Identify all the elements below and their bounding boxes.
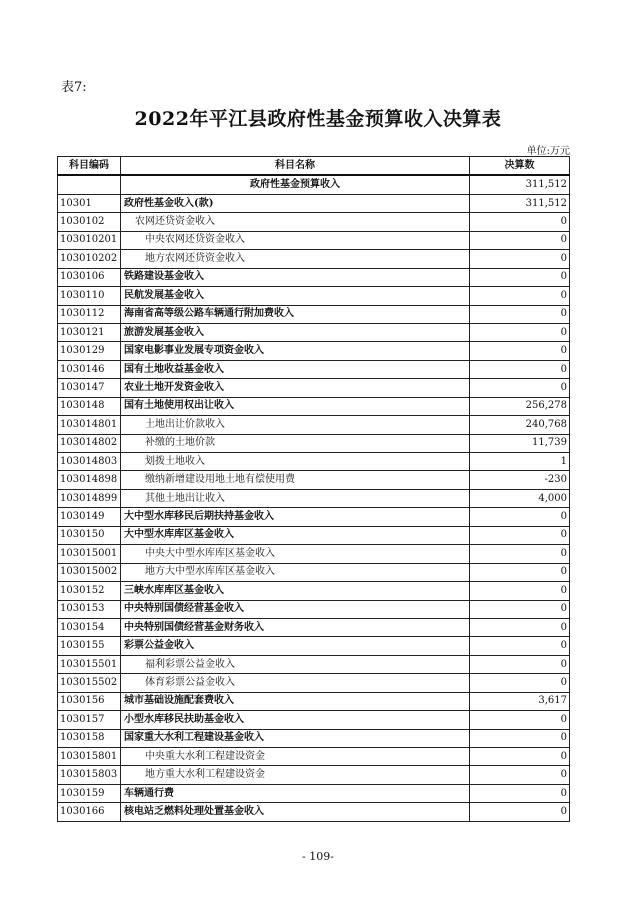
row-name: 旅游发展基金收入 [121,323,470,341]
row-name: 核电站乏燃料处理处置基金收入 [121,803,470,821]
row-amount: 311,512 [470,194,570,212]
row-code: 10301 [58,194,121,212]
row-code: 1030102 [58,213,121,231]
row-code: 103010201 [58,231,121,249]
row-code: 1030157 [58,711,121,729]
row-amount: 0 [470,545,570,563]
table-row [58,434,570,452]
row-code: 1030148 [58,397,121,415]
row-code: 103015501 [58,655,121,673]
row-name: 中央特别国债经营基金财务收入 [121,618,470,636]
unit-note: 单位:万元 [526,146,570,157]
row-name: 农网还贷资金收入 [121,213,470,231]
header-name: 科目名称 [121,157,470,176]
row-amount: 0 [470,305,570,323]
row-amount: 4,000 [470,489,570,507]
row-amount: 0 [470,748,570,766]
row-name: 铁路建设基金收入 [121,268,470,286]
table-row [58,600,570,618]
row-amount: 0 [470,360,570,378]
row-amount: 0 [470,674,570,692]
row-name: 车辆通行费 [121,784,470,802]
row-amount: 256,278 [470,397,570,415]
row-name: 城市基础设施配套费收入 [121,692,470,710]
table-row [58,674,570,692]
table-row [58,323,570,341]
row-name: 三峡水库库区基金收入 [121,582,470,600]
table-row [58,618,570,636]
row-amount: 0 [470,342,570,360]
table-row [58,545,570,563]
table-row [58,287,570,305]
row-code: 1030152 [58,582,121,600]
row-name: 大中型水库移民后期扶持基金收入 [121,508,470,526]
row-code: 1030146 [58,360,121,378]
table-row [58,692,570,710]
row-code: 103014898 [58,471,121,489]
table-row [58,748,570,766]
table-header-row [58,157,570,176]
row-name: 中央大中型水库库区基金收入 [121,545,470,563]
row-name: 补缴的土地价款 [121,434,470,452]
row-code: 1030129 [58,342,121,360]
row-code: 1030106 [58,268,121,286]
row-amount: 0 [470,379,570,397]
row-name: 国家电影事业发展专项资金收入 [121,342,470,360]
row-name: 彩票公益金收入 [121,637,470,655]
row-name: 小型水库移民扶助基金收入 [121,711,470,729]
table-row [58,729,570,747]
table-body [58,175,570,821]
table-row [58,489,570,507]
budget-table [57,156,570,822]
row-code: 1030121 [58,323,121,341]
row-amount: 0 [470,618,570,636]
row-amount: 311,512 [470,175,570,194]
table-row [58,637,570,655]
row-name: 国有土地收益基金收入 [121,360,470,378]
row-amount: 0 [470,803,570,821]
table-label: 表7: [61,80,87,95]
row-code: 1030156 [58,692,121,710]
row-name: 民航发展基金收入 [121,287,470,305]
row-code: 1030110 [58,287,121,305]
row-amount: 0 [470,766,570,784]
table-row [58,305,570,323]
table-row [58,194,570,212]
table-row [58,453,570,471]
table-row [58,803,570,821]
row-amount: 0 [470,287,570,305]
table-row [58,342,570,360]
row-name: 海南省高等级公路车辆通行附加费收入 [121,305,470,323]
row-amount: -230 [470,471,570,489]
row-amount: 0 [470,784,570,802]
row-name: 地方大中型水库库区基金收入 [121,563,470,581]
row-name: 中央特别国债经营基金收入 [121,600,470,618]
row-code: 1030155 [58,637,121,655]
table-row [58,379,570,397]
table-row [58,582,570,600]
table-row [58,655,570,673]
row-name: 地方农网还贷资金收入 [121,250,470,268]
row-code: 1030166 [58,803,121,821]
row-code: 103014899 [58,489,121,507]
row-code: 1030150 [58,526,121,544]
row-amount: 0 [470,323,570,341]
table-row [58,397,570,415]
row-code: 1030153 [58,600,121,618]
row-code: 103014803 [58,453,121,471]
row-amount: 0 [470,268,570,286]
row-code: 1030154 [58,618,121,636]
row-name: 中央农网还贷资金收入 [121,231,470,249]
row-name: 大中型水库库区基金收入 [121,526,470,544]
page-number: - 109- [302,850,334,863]
row-name: 国有土地使用权出让收入 [121,397,470,415]
row-amount: 0 [470,637,570,655]
row-amount: 11,739 [470,434,570,452]
row-name: 农业土地开发资金收入 [121,379,470,397]
row-code: 1030158 [58,729,121,747]
row-amount: 0 [470,563,570,581]
row-code [58,175,121,194]
row-amount: 0 [470,508,570,526]
table-row [58,175,570,194]
row-amount: 0 [470,729,570,747]
row-code: 103015502 [58,674,121,692]
row-amount: 0 [470,231,570,249]
row-name: 土地出让价款收入 [121,416,470,434]
row-code: 103014801 [58,416,121,434]
header-amount: 决算数 [470,157,570,176]
table-row [58,784,570,802]
row-code: 1030147 [58,379,121,397]
row-name: 地方重大水利工程建设资金 [121,766,470,784]
row-code: 1030159 [58,784,121,802]
row-name: 福利彩票公益金收入 [121,655,470,673]
row-code: 103015803 [58,766,121,784]
row-amount: 0 [470,582,570,600]
table-row [58,416,570,434]
row-name: 划拨土地收入 [121,453,470,471]
row-code: 103010202 [58,250,121,268]
row-name: 政府性基金预算收入 [121,175,470,194]
row-amount: 0 [470,600,570,618]
row-amount: 0 [470,250,570,268]
table-row [58,711,570,729]
table-row [58,508,570,526]
table-row [58,563,570,581]
row-name: 国家重大水利工程建设基金收入 [121,729,470,747]
row-amount: 0 [470,655,570,673]
row-code: 1030112 [58,305,121,323]
row-code: 103014802 [58,434,121,452]
row-amount: 0 [470,711,570,729]
row-amount: 0 [470,526,570,544]
row-name: 缴纳新增建设用地土地有偿使用费 [121,471,470,489]
table-row [58,360,570,378]
header-code: 科目编码 [58,157,121,176]
table-row [58,766,570,784]
row-name: 其他土地出让收入 [121,489,470,507]
table-row [58,231,570,249]
row-amount: 3,617 [470,692,570,710]
row-amount: 0 [470,213,570,231]
row-name: 体育彩票公益金收入 [121,674,470,692]
row-code: 103015002 [58,563,121,581]
row-name: 中央重大水利工程建设资金 [121,748,470,766]
row-code: 1030149 [58,508,121,526]
row-name: 政府性基金收入(款) [121,194,470,212]
row-amount: 240,768 [470,416,570,434]
table-row [58,526,570,544]
table-row [58,268,570,286]
table-row [58,213,570,231]
row-code: 103015001 [58,545,121,563]
table-row [58,471,570,489]
row-amount: 1 [470,453,570,471]
table-row [58,250,570,268]
row-code: 103015801 [58,748,121,766]
page-title: 2022年平江县政府性基金预算收入决算表 [134,108,502,130]
